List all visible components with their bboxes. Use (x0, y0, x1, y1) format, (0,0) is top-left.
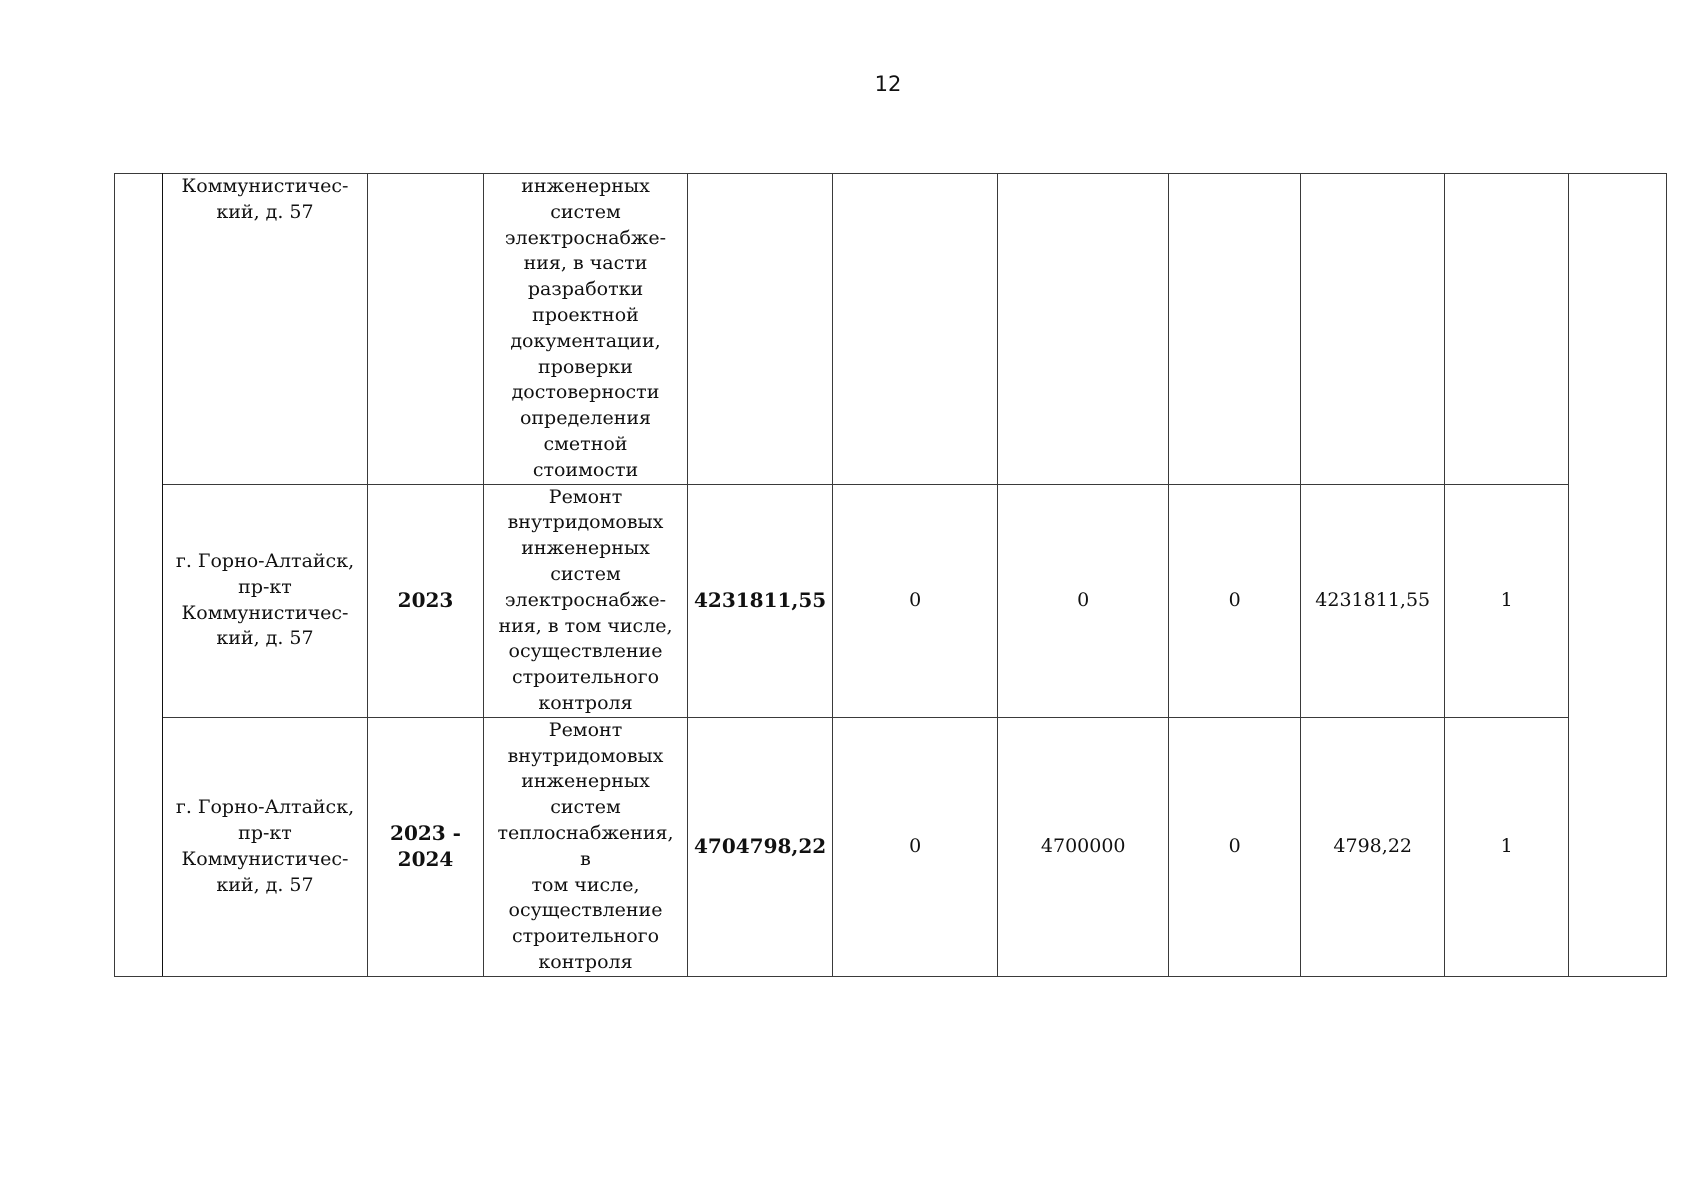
funding-cell-b: 0 (998, 484, 1169, 717)
period-cell: 2023 - 2024 (368, 717, 484, 976)
table-row (115, 717, 1667, 976)
funding-cell-b (998, 174, 1169, 485)
page-number: 12 (874, 72, 902, 96)
address-cell: Коммунистичес- кий, д. 57 (163, 174, 368, 485)
funding-cell-d (1301, 174, 1445, 485)
funding-cell-d: 4798,22 (1301, 717, 1445, 976)
table-row (115, 174, 1667, 485)
total-cost-cell: 4231811,55 (688, 484, 833, 717)
table-row (115, 484, 1667, 717)
row-number-cell (115, 174, 163, 977)
repair-table (114, 173, 1667, 977)
work-type-cell: Ремонт внутридомовых инженерных систем теплоснабжения, в том числе, осуществление строительного контроля (484, 717, 688, 976)
count-cell: 1 (1445, 717, 1569, 976)
funding-cell-c: 0 (1169, 717, 1301, 976)
total-cost-cell: 4704798,22 (688, 717, 833, 976)
address-cell: г. Горно-Алтайск, пр-кт Коммунистичес- кий, д. 57 (163, 717, 368, 976)
period-cell: 2023 (368, 484, 484, 717)
work-type-cell: Ремонт внутридомовых инженерных систем электроснабже- ния, в том числе, осуществление строительного контроля (484, 484, 688, 717)
funding-cell-c: 0 (1169, 484, 1301, 717)
funding-cell-a (833, 174, 998, 485)
total-cost-cell (688, 174, 833, 485)
period-cell (368, 174, 484, 485)
funding-cell-a: 0 (833, 717, 998, 976)
address-cell: г. Горно-Алтайск, пр-кт Коммунистичес- кий, д. 57 (163, 484, 368, 717)
funding-cell-c (1169, 174, 1301, 485)
funding-cell-a: 0 (833, 484, 998, 717)
funding-cell-b: 4700000 (998, 717, 1169, 976)
funding-cell-d: 4231811,55 (1301, 484, 1445, 717)
work-type-cell: инженерных систем электроснабже- ния, в части разработки проектной документации, проверки достоверности определения сметной стоимости (484, 174, 688, 485)
trailing-cell (1569, 174, 1667, 977)
count-cell (1445, 174, 1569, 485)
count-cell: 1 (1445, 484, 1569, 717)
